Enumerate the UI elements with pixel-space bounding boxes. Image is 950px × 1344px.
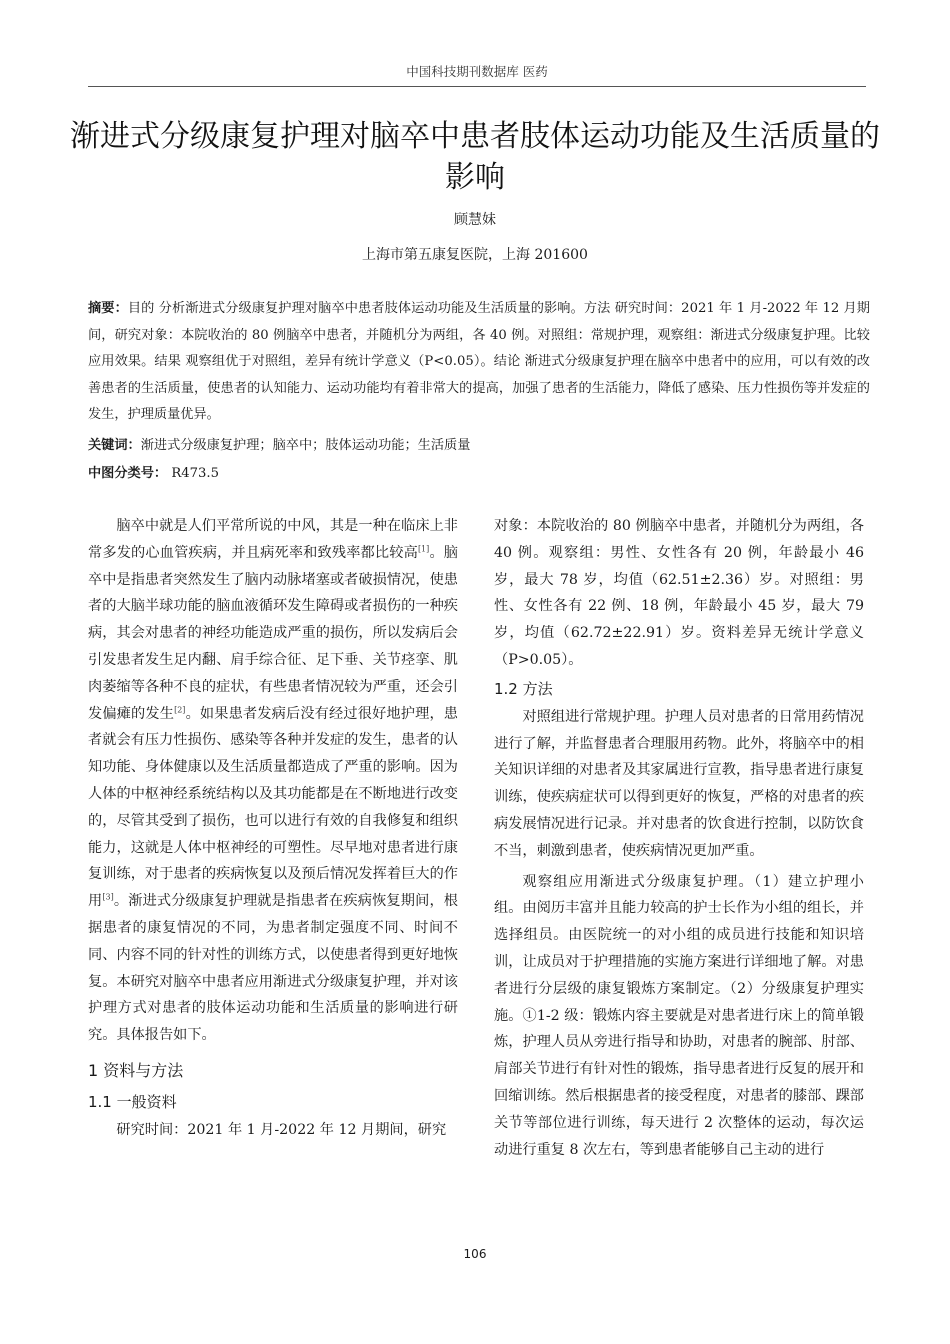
page-number: 106 bbox=[463, 1247, 487, 1261]
running-header: 中国科技期刊数据库 医药 bbox=[406, 64, 548, 79]
general-data-paragraph-continued: 对象：本院收治的 80 例脑卒中患者，并随机分为两组，各 40 例。观察组：男性、女性各有 20 例，年龄最小 46 岁，最大 78 岁，均值（62.51±2.36）岁。对照组：男性、女性各有 22 例、18 例，年龄最小 45 岁，最大 79 岁，均值（62.72±22.91）岁。资料差异无统计学意义（P>0.05）。 bbox=[494, 518, 864, 668]
citation-1: [1] bbox=[417, 544, 430, 554]
abstract-label: 摘要： bbox=[88, 301, 128, 316]
affiliation: 上海市第五康复医院，上海 201600 bbox=[362, 247, 588, 263]
citation-3: [3] bbox=[102, 892, 114, 902]
clc-label: 中图分类号： bbox=[88, 466, 168, 481]
section-heading-1-1: 1.1 一般资料 bbox=[88, 1092, 177, 1111]
left-column bbox=[88, 513, 458, 1144]
keywords-label: 关键词： bbox=[88, 438, 141, 453]
intro-text-4: 。渐进式分级康复护理就是指患者在疾病恢复期间，根据患者的康复情况的不同，为患者制定强度不同、时间不同、内容不同的针对性的训练方式，以使患者得到更好地恢复。本研究对脑卒中患者应用渐进式分级康复护理，并对该护理方式对患者的肢体运动功能和生活质量的影响进行研究。具体报告如下。 bbox=[88, 893, 458, 1044]
control-group-method: 对照组进行常规护理。护理人员对患者的日常用药情况进行了解，并监督患者合理服用药物。此外，将脑卒中的相关知识详细的对患者及其家属进行宣教，指导患者进行康复训练，使疾病症状可以得到更好的恢复，严格的对患者的疾病发展情况进行记录。并对患者的饮食进行控制，以防饮食不当，刺激到患者，使疾病情况更加严重。 bbox=[494, 708, 864, 859]
clc-value: R473.5 bbox=[171, 466, 220, 481]
observation-group-method: 观察组应用渐进式分级康复护理。（1）建立护理小组。由阅历丰富并且能力较高的护士长作为小组的组长，并选择组员。由医院统一的对小组的成员进行技能和知识培训，让成员对于护理措施的实施方案进行详细地了解。对患者进行分层级的康复锻炼方案制定。（2）分级康复护理实施。①1-2 级：锻炼内容主要就是对患者进行床上的简单锻炼，护理人员从旁进行指导和协助，对患者的腕部、肘部、肩部关节进行有针对性的锻炼，指导患者进行反复的展开和回缩训练。然后根据患者的接受程度，对患者的膝部、踝部关节等部位进行训练，每天进行 2 次整体的运动，每次运动进行重复 8 次左右，等到患者能够自己主动的进行 bbox=[494, 873, 864, 1158]
right-column bbox=[494, 513, 864, 1163]
citation-2: [2] bbox=[174, 704, 186, 714]
abstract bbox=[88, 296, 870, 429]
abstract-text: 目的 分析渐进式分级康复护理对脑卒中患者肢体运动功能及生活质量的影响。方法 研究时间：2021 年 1 月-2022 年 12 月期间，研究对象：本院收治的 80 例脑卒中患者，并随机分为两组，各 40 例。对照组：常规护理，观察组：渐进式分级康复护理。比较应用效果。结果 观察组优于对照组，差异有统计学意义（P<0.05）。结论 渐进式分级康复护理在脑卒中患者中的应用，可以有效的改善患者的生活质量，使患者的认知能力、运动功能均有着非常大的提高，加强了患者的生活能力，降低了感染、压力性损伤等并发症的发生，护理质量优异。 bbox=[88, 301, 870, 422]
author: 顾慧妹 bbox=[454, 212, 496, 228]
keywords bbox=[88, 433, 870, 460]
section-heading-1-2: 1.2 方法 bbox=[494, 679, 553, 698]
keywords-text: 渐进式分级康复护理；脑卒中；肢体运动功能；生活质量 bbox=[140, 438, 471, 453]
intro-paragraph bbox=[88, 513, 458, 1049]
classification-number bbox=[88, 461, 870, 488]
intro-text-3: 。如果患者发病后没有经过很好地护理，患者就会有压力性损伤、感染等各种并发症的发生，患者的认知功能、身体健康以及生活质量都造成了严重的影响。因为人体的中枢神经系统结构以及其功能都是在不断地进行改变的，尽管其受到了损伤，也可以进行有效的自我修复和组织能力，这就是人体中枢神经的可塑性。尽早地对患者进行康复训练，对于患者的疾病恢复以及预后情况发挥着巨大的作用 bbox=[88, 705, 458, 910]
section-heading-1: 1 资料与方法 bbox=[88, 1060, 184, 1080]
header-rule bbox=[88, 86, 866, 87]
intro-text-1: 脑卒中就是人们平常所说的中风，其是一种在临床上非常多发的心血管疾病，并且病死率和致残率都比较高 bbox=[88, 518, 458, 561]
intro-text-2: 。脑卒中是指患者突然发生了脑内动脉堵塞或者破损情况，使患者的大脑半球功能的脑血液循环发生障碍或者损伤的一种疾病，其会对患者的神经功能造成严重的损伤，所以发病后会引发患者发生足内翻、肩手综合征、足下垂、关节痉挛、肌肉萎缩等各种不良的症状，有些患者情况较为严重，还会引发偏瘫的发生 bbox=[88, 544, 458, 722]
general-data-paragraph-start: 研究时间：2021 年 1 月-2022 年 12 月期间，研究 bbox=[116, 1121, 447, 1138]
paper-title: 渐进式分级康复护理对脑卒中患者肢体运动功能及生活质量的影响 bbox=[70, 119, 880, 195]
